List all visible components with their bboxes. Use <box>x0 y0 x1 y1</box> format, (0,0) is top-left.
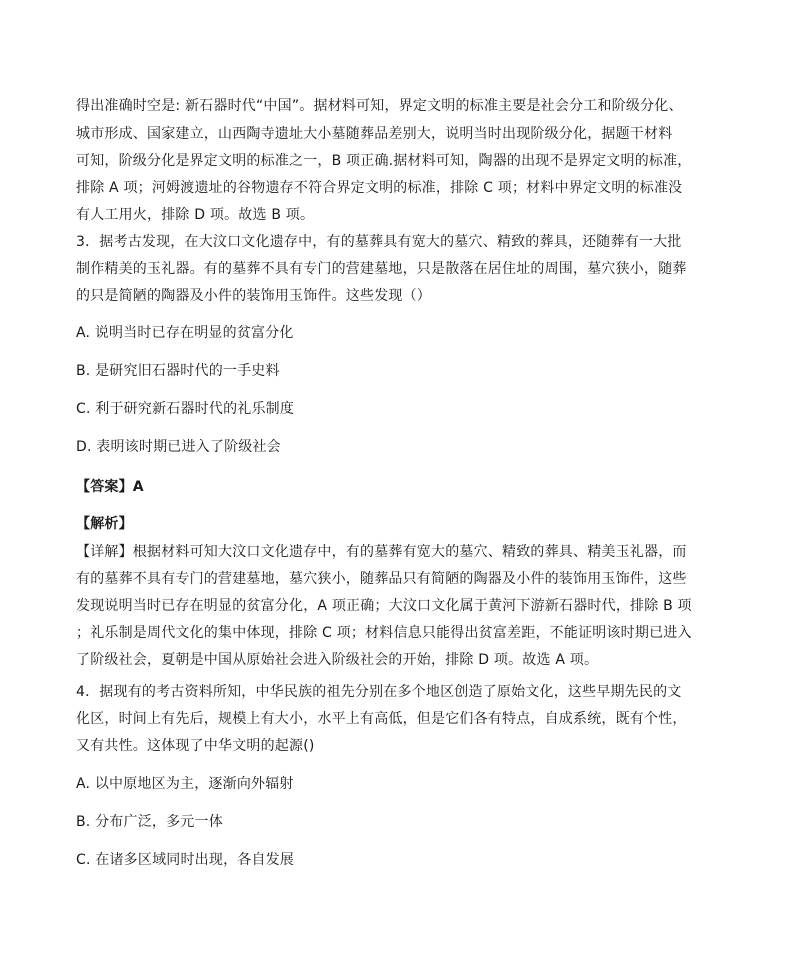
question-3-option-d: D. 表明该时期已进入了阶级社会 <box>76 439 281 455</box>
analysis-heading: 【解析】 <box>76 516 133 532</box>
question-4-option-c: C. 在诸多区域同时出现，各自发展 <box>76 852 295 868</box>
question-4-stem-line-2: 化区，时间上有先后，规模上有大小，水平上有高低，但是它们各有特点，自成系统，既有个性， <box>76 711 687 727</box>
explanation-line-4: 排除 A 项；河姆渡遗址的谷物遗存不符合界定文明的标准，排除 C 项；材料中界定文明的标准没 <box>76 180 683 196</box>
question-3-option-a: A. 说明当时已存在明显的贫富分化 <box>76 325 294 341</box>
question-3-option-b: B. 是研究旧石器时代的一手史料 <box>76 363 280 379</box>
question-4-stem-line-1: 4．据现有的考古资料所知，中华民族的祖先分别在多个地区创造了原始文化，这些早期先民的文 <box>76 684 682 700</box>
explanation-line-3: 可知，阶级分化是界定文明的标准之一，B 项正确.据材料可知，陶器的出现不是界定文明的标准， <box>76 153 692 169</box>
explanation-line-2: 城市形成、国家建立，山西陶寺遗址大小墓随葬品差别大，说明当时出现阶级分化，据题干材料 <box>76 126 673 142</box>
detail-line-3: 发现说明当时已存在明显的贫富分化，A 项正确；大汶口文化属于黄河下游新石器时代，排除 B 项 <box>76 598 692 614</box>
question-4-option-b: B. 分布广泛，多元一体 <box>76 814 223 830</box>
explanation-line-5: 有人工用火，排除 D 项。故选 B 项。 <box>76 207 315 223</box>
explanation-line-1: 得出准确时空是: 新石器时代“中国”。据材料可知，界定文明的标准主要是社会分工和阶级分化、 <box>76 98 683 114</box>
question-3-stem-line-2: 制作精美的玉礼器。有的墓葬不具有专门的营建墓地，只是散落在居住址的周围，墓穴狭小，随葬 <box>76 261 687 277</box>
question-4-stem-line-3: 又有共性。这体现了中华文明的起源() <box>76 738 315 754</box>
question-3-stem-line-1: 3．据考古发现，在大汶口文化遗存中，有的墓葬具有宽大的墓穴、精致的葬具，还随葬有一大批 <box>76 234 682 250</box>
detail-line-1: 【详解】根据材料可知大汶口文化遗存中，有的墓葬有宽大的墓穴、精致的葬具、精美玉礼器，而 <box>76 544 687 560</box>
question-3-option-c: C. 利于研究新石器时代的礼乐制度 <box>76 401 295 417</box>
detail-line-2: 有的墓葬不具有专门的营建墓地，墓穴狭小，随葬品只有简陋的陶器及小件的装饰用玉饰件，这些 <box>76 571 687 587</box>
question-3-stem-line-3: 的只是简陋的陶器及小件的装饰用玉饰件。这些发现（） <box>76 288 431 304</box>
question-4-option-a: A. 以中原地区为主，逐渐向外辐射 <box>76 776 294 792</box>
detail-line-4: ；礼乐制是周代文化的集中体现，排除 C 项；材料信息只能得出贫富差距，不能证明该时期已进入 <box>76 625 692 641</box>
detail-line-5: 了阶级社会，夏朝是中国从原始社会进入阶级社会的开始，排除 D 项。故选 A 项。 <box>76 652 599 668</box>
question-3-answer: 【答案】A <box>76 479 144 495</box>
